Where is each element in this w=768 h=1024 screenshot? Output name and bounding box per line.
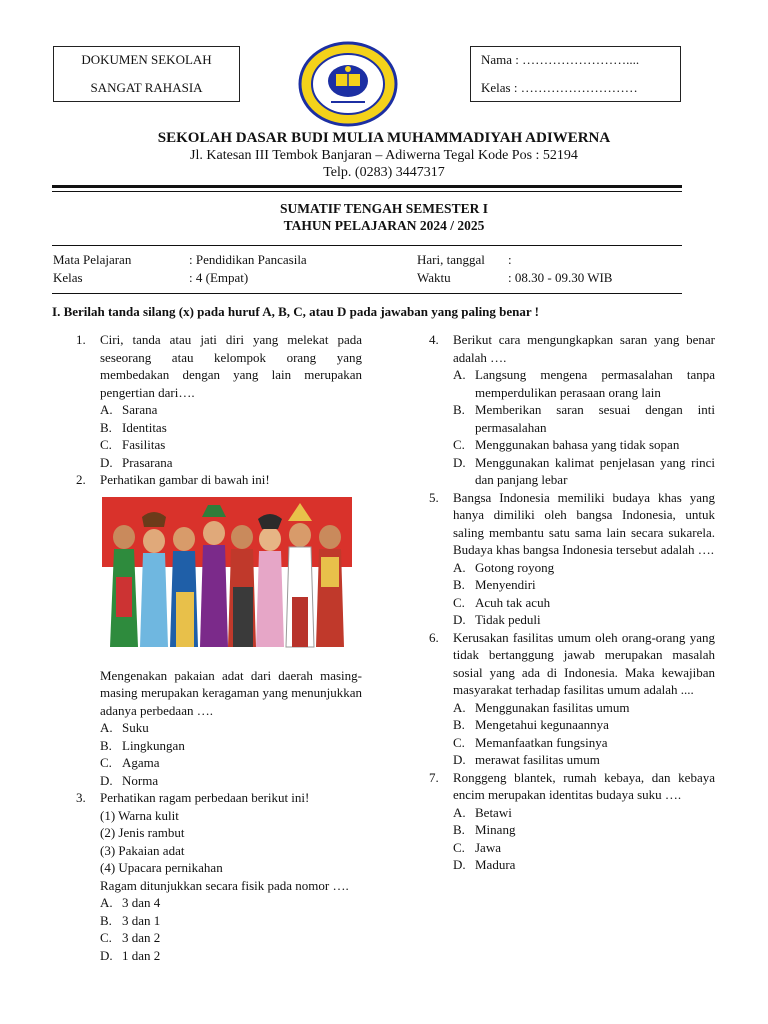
- option-b[interactable]: [100, 737, 362, 755]
- option-d[interactable]: [100, 454, 362, 472]
- option-a[interactable]: [453, 804, 715, 822]
- exam-title: SUMATIF TENGAH SEMESTER I: [280, 201, 488, 216]
- question-6: [429, 629, 715, 699]
- option-text: Norma: [122, 772, 159, 788]
- option-text: Agama: [122, 755, 160, 770]
- option-text: Acuh tak acuh: [475, 594, 551, 610]
- option-letter: A.: [453, 367, 466, 382]
- student-identity-box: [470, 46, 681, 102]
- question-number: 5.: [429, 489, 439, 505]
- list-item: (2) Jenis rambut: [100, 825, 185, 840]
- option-text: Lingkungan: [122, 737, 185, 753]
- option-text: Mengetahui kegunaannya: [475, 717, 609, 732]
- option-letter: A.: [453, 699, 466, 715]
- option-letter: C.: [100, 930, 112, 945]
- question-number: 6.: [429, 629, 439, 645]
- option-letter: D.: [100, 947, 113, 963]
- option-letter: B.: [453, 402, 465, 417]
- question-1: [76, 331, 362, 401]
- option-text: Menggunakan bahasa yang tidak sopan: [475, 437, 680, 452]
- options-q5: [429, 559, 715, 629]
- option-letter: A.: [100, 895, 113, 910]
- option-letter: B.: [100, 419, 112, 435]
- question-2: [76, 471, 362, 489]
- option-letter: A.: [453, 559, 466, 575]
- option-text: Tidak peduli: [475, 612, 541, 627]
- option-letter: D.: [453, 857, 466, 872]
- date-label: Hari, tanggal: [417, 252, 485, 267]
- option-b[interactable]: [453, 576, 715, 594]
- option-letter: D.: [100, 454, 113, 470]
- option-letter: B.: [453, 717, 465, 732]
- instruction: [52, 304, 539, 320]
- option-d[interactable]: [453, 856, 715, 874]
- option-text: Menyendiri: [475, 577, 536, 592]
- info-bottom-rule: [52, 293, 682, 294]
- option-letter: C.: [453, 839, 465, 855]
- time-label: Waktu: [417, 270, 451, 285]
- options-q4: [429, 366, 715, 489]
- school-logo: [298, 41, 398, 127]
- option-text: Langsung mengena permasalahan tanpa memperdulikan perasaan orang lain: [475, 367, 715, 400]
- option-letter: C.: [453, 734, 465, 750]
- option-text: 3 dan 2: [122, 930, 161, 945]
- option-text: 3 dan 1: [122, 912, 161, 928]
- option-letter: B.: [100, 912, 112, 928]
- instruction-text: . Berilah tanda silang (x) pada huruf A, B, C, atau D pada jawaban yang paling benar !: [57, 304, 540, 319]
- question-text: Berikut cara mengungkapkan saran yang benar adalah ….: [453, 332, 715, 365]
- option-letter: C.: [100, 437, 112, 452]
- option-letter: C.: [453, 594, 465, 610]
- options-q1: [76, 401, 362, 471]
- option-text: Gotong royong: [475, 559, 555, 575]
- option-c[interactable]: [453, 594, 715, 612]
- options-q7: [429, 804, 715, 874]
- question-number: 4.: [429, 332, 439, 347]
- right-column: [429, 331, 715, 874]
- question-text: Perhatikan gambar di bawah ini!: [100, 472, 270, 487]
- question-2-image-area: [76, 497, 362, 657]
- option-a[interactable]: [453, 699, 715, 717]
- school-address: Jl. Katesan III Tembok Banjaran – Adiwerna Tegal Kode Pos : 52194: [190, 148, 578, 163]
- question-text: Bangsa Indonesia memiliki budaya khas yang hanya dimiliki oleh bangsa Indonesia, untuk saling membantu satu sama lain secara sukarela. Budaya khas bangsa Indonesia tersebut adalah ….: [453, 489, 715, 557]
- option-text: Betawi: [475, 804, 512, 820]
- option-letter: B.: [453, 822, 465, 837]
- option-c[interactable]: [100, 754, 362, 772]
- option-d[interactable]: [453, 454, 715, 489]
- date-value: :: [508, 252, 512, 267]
- option-c[interactable]: [453, 734, 715, 752]
- question-text: Perhatikan ragam perbedaan berikut ini!: [100, 790, 310, 805]
- option-a[interactable]: [100, 719, 362, 737]
- header-divider-thick: [52, 185, 682, 188]
- question-5: [429, 489, 715, 559]
- option-text: Prasarana: [122, 454, 173, 470]
- option-text: Menggunakan kalimat penjelasan yang rinci dan panjang lebar: [475, 454, 715, 487]
- document-classification-box: [53, 46, 240, 102]
- option-d[interactable]: [100, 947, 362, 965]
- class-label: Kelas: [53, 270, 83, 285]
- doc-label-line1: DOKUMEN SEKOLAH: [81, 52, 212, 67]
- option-b[interactable]: [453, 401, 715, 436]
- option-a[interactable]: [453, 559, 715, 577]
- option-b[interactable]: [100, 912, 362, 930]
- option-letter: C.: [453, 437, 465, 452]
- subject-value: : Pendidikan Pancasila: [189, 252, 307, 267]
- school-name: SEKOLAH DASAR BUDI MULIA MUHAMMADIYAH ADIWERNA: [157, 130, 611, 146]
- option-text: Jawa: [475, 839, 501, 855]
- info-top-rule: [52, 245, 682, 246]
- option-letter: D.: [453, 752, 466, 767]
- option-text: Minang: [475, 822, 516, 837]
- class-value: : 4 (Empat): [189, 270, 249, 285]
- option-d[interactable]: [100, 772, 362, 790]
- option-letter: C.: [100, 755, 112, 770]
- question-text: Mengenakan pakaian adat dari daerah masing-masing merupakan keragaman yang menunjukkan adanya perbedaan ….: [100, 667, 362, 718]
- question-number: 7.: [429, 769, 439, 785]
- option-text: merawat fasilitas umum: [475, 752, 600, 767]
- question-text: Ronggeng blantek, rumah kebaya, dan kebaya encim merupakan identitas budaya suku ….: [453, 769, 715, 802]
- question-number: 2.: [76, 472, 86, 487]
- header-divider-thin: [52, 191, 682, 192]
- option-letter: A.: [100, 402, 113, 417]
- list-item: (1) Warna kulit: [100, 807, 179, 823]
- option-c[interactable]: [100, 436, 362, 454]
- option-b[interactable]: [453, 821, 715, 839]
- option-c[interactable]: [453, 839, 715, 857]
- question-text: Ciri, tanda atau jati diri yang melekat pada seseorang atau kelompok orang yang membedakan dengan yang lain merupakan pengertian dari….: [100, 332, 362, 400]
- option-d[interactable]: [453, 611, 715, 629]
- subject-label: Mata Pelajaran: [53, 252, 132, 267]
- option-text: Sarana: [122, 402, 158, 417]
- time-value: : 08.30 - 09.30 WIB: [508, 270, 613, 285]
- exam-year: TAHUN PELAJARAN 2024 / 2025: [283, 218, 485, 233]
- option-b[interactable]: [100, 419, 362, 437]
- options-q2: [76, 719, 362, 789]
- class-field[interactable]: Kelas : ………………………: [481, 80, 638, 95]
- option-text: Memanfaatkan fungsinya: [475, 734, 608, 750]
- left-column: [76, 331, 362, 964]
- question-number: 1.: [76, 332, 86, 347]
- doc-label-line2: SANGAT RAHASIA: [90, 80, 203, 95]
- children-traditional-clothes-image: [102, 497, 352, 657]
- question-number: 3.: [76, 790, 86, 805]
- option-letter: D.: [453, 612, 466, 627]
- option-letter: D.: [453, 454, 466, 470]
- option-c[interactable]: [453, 436, 715, 454]
- option-letter: A.: [453, 804, 466, 820]
- question-4: [429, 331, 715, 366]
- option-letter: A.: [100, 720, 113, 735]
- list-item: (4) Upacara pernikahan: [100, 860, 223, 875]
- option-c[interactable]: [100, 929, 362, 947]
- school-phone: Telp. (0283) 3447317: [323, 165, 445, 180]
- option-a[interactable]: [453, 366, 715, 401]
- option-letter: B.: [100, 737, 112, 753]
- question-text: Kerusakan fasilitas umum oleh orang-orang yang tidak bertanggung jawab merupakan masalah sosial yang ada di Indonesia. Maka kewajiban masyarakat terhadap fasilitas umum adalah ....: [453, 629, 715, 697]
- options-q3: [76, 894, 362, 964]
- option-text: Suku: [122, 720, 149, 735]
- question-3: [76, 789, 362, 894]
- option-a[interactable]: [100, 401, 362, 419]
- option-text: Fasilitas: [122, 437, 166, 452]
- option-letter: D.: [100, 772, 113, 788]
- question-7: [429, 769, 715, 804]
- option-text: 1 dan 2: [122, 947, 161, 963]
- option-text: Identitas: [122, 419, 167, 435]
- instruction-number: I: [52, 304, 58, 319]
- option-text: Madura: [475, 857, 516, 872]
- question-text: Ragam ditunjukkan secara fisik pada nomor ….: [100, 877, 349, 893]
- option-text: Memberikan saran sesuai dengan inti permasalahan: [475, 402, 715, 435]
- option-a[interactable]: [100, 894, 362, 912]
- list-item: (3) Pakaian adat: [100, 842, 185, 858]
- question-2-prompt: [76, 667, 362, 720]
- option-b[interactable]: [453, 716, 715, 734]
- option-text: Menggunakan fasilitas umum: [475, 699, 630, 715]
- options-q6: [429, 699, 715, 769]
- option-text: 3 dan 4: [122, 895, 161, 910]
- name-field[interactable]: Nama : ……………………....: [481, 52, 640, 67]
- option-d[interactable]: [453, 751, 715, 769]
- option-letter: B.: [453, 577, 465, 592]
